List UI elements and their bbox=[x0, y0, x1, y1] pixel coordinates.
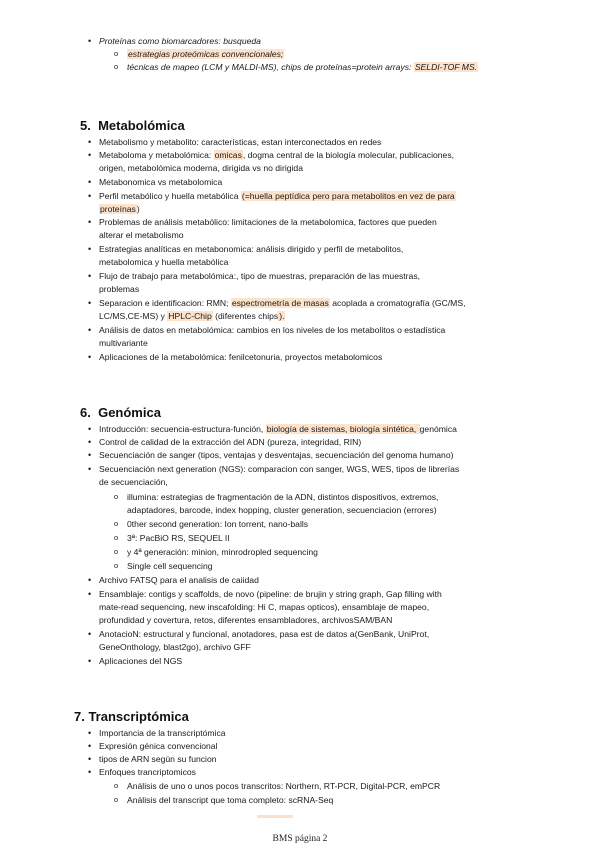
sub-bullet: o bbox=[114, 492, 119, 501]
bullet: • bbox=[88, 767, 92, 777]
list-item-continued: alterar el metabolismo bbox=[99, 230, 184, 240]
highlighted-text: ). bbox=[279, 311, 285, 321]
sub-list-item: Single cell sequencing bbox=[127, 561, 213, 571]
list-item: Perfil metabólico y huella metabólica (=huella peptídica pero para metabolitos en vez de para bbox=[99, 191, 455, 201]
highlighted-text: estrategias proteómicas convencionales; bbox=[128, 49, 284, 59]
list-item: Aplicaciones de la metabolómica: fenilcetonuria, proyectos metabolomicos bbox=[99, 352, 383, 362]
sub-bullet: o bbox=[114, 547, 119, 556]
sub-list-item: Análisis de uno o unos pocos transcritos: Northern, RT-PCR, Digital-PCR, emPCR bbox=[127, 781, 441, 791]
list-item-continued: profundidad y covertura, retos, diferentes ensambladores, archivosSAM/BAN bbox=[99, 615, 393, 625]
highlight-mark bbox=[257, 815, 293, 818]
list-item: Control de calidad de la extracción del ADN (pureza, integridad, RIN) bbox=[99, 437, 362, 447]
sub-list-item: Análisis del transcript que toma completo: scRNA-Seq bbox=[127, 795, 334, 805]
sub-bullet: o bbox=[114, 519, 119, 528]
list-item: Secuenciación next generation (NGS): comparacion con sanger, WGS, WES, tipos de librerías bbox=[99, 464, 460, 474]
bullet: • bbox=[88, 741, 92, 751]
list-item: Metabonomica vs metabolomica bbox=[99, 177, 223, 187]
list-item: Proteínas como biomarcadores: busqueda bbox=[99, 36, 261, 46]
list-item: Análisis de datos en metabolómica: cambios en los niveles de los metabolitos o estadística bbox=[99, 325, 446, 335]
highlighted-text: proteínas bbox=[100, 204, 136, 214]
bullet: • bbox=[88, 437, 92, 447]
bullet: • bbox=[88, 424, 92, 434]
list-item-continued: LC/MS,CE-MS) y HPLC-Chip (diferentes chips). bbox=[99, 311, 285, 321]
bullet: • bbox=[88, 191, 92, 201]
bullet: • bbox=[88, 217, 92, 227]
list-item: Problemas de análisis metabólico: limitaciones de la metabolomica, factores que pueden bbox=[99, 217, 437, 227]
list-item: AnotacioN: estructural y funcional, anotadores, pasa est de datos a(GenBank, UniProt, bbox=[99, 629, 430, 639]
bullet: • bbox=[88, 177, 92, 187]
list-item: Metabolismo y metabolito: características, estan interconectados en redes bbox=[99, 137, 382, 147]
list-item-continued: mate-read sequencing, new inscafolding: Hi C, mapas opticos), ensamblaje de mapeo, bbox=[99, 602, 430, 612]
sub-list-item: 3ª: PacBiO RS, SEQUEL II bbox=[127, 533, 230, 543]
sub-bullet: o bbox=[114, 533, 119, 542]
list-item: Flujo de trabajo para metabolómica:, tipo de muestras, preparación de las muestras, bbox=[99, 271, 420, 281]
highlighted-text: espectrometría de masas bbox=[231, 298, 329, 308]
section-heading-6: 6. Genómica bbox=[80, 405, 161, 420]
list-item: Introducción: secuencia-estructura-función, biología de sistemas, biología sintética, genómica bbox=[99, 424, 457, 434]
sub-list-item: illumina: estrategias de fragmentación de la ADN, distintos dispositivos, extremos, bbox=[127, 492, 439, 502]
highlighted-text: omicas bbox=[214, 150, 242, 160]
bullet: • bbox=[88, 754, 92, 764]
list-item: Secuenciación de sanger (tipos, ventajas y desventajas, secuenciación del genoma humano) bbox=[99, 450, 454, 460]
highlighted-text: (=huella peptídica pero para metabolitos en vez de para bbox=[241, 191, 455, 201]
list-item-continued: problemas bbox=[99, 284, 140, 294]
section-heading-7: 7. Transcriptómica bbox=[74, 709, 189, 724]
bullet: • bbox=[88, 589, 92, 599]
bullet: • bbox=[88, 728, 92, 738]
list-item: Importancia de la transcriptómica bbox=[99, 728, 226, 738]
bullet: • bbox=[88, 575, 92, 585]
list-item bbox=[127, 48, 284, 60]
bullet: • bbox=[88, 298, 92, 308]
sub-bullet: o bbox=[114, 795, 119, 804]
bullet: • bbox=[88, 244, 92, 254]
sub-list-item: y 4ª generación: minion, minrodropled sequencing bbox=[127, 547, 318, 557]
list-item-continued: multivariante bbox=[99, 338, 148, 348]
section-heading-5: 5. Metabolómica bbox=[80, 118, 185, 133]
list-item: Ensamblaje: contigs y scaffolds, de novo (pipeline: de brujin y string graph, Gap filling with bbox=[99, 589, 442, 599]
bullet: • bbox=[88, 137, 92, 147]
bullet: • bbox=[88, 464, 92, 474]
list-item bbox=[127, 61, 478, 73]
list-item-continued: de secuenciación, bbox=[99, 477, 168, 487]
sub-list-item-continued: adaptadores, barcode, index hopping, cluster generation, secuenciacion (errores) bbox=[127, 505, 437, 515]
list-item-continued: proteínas) bbox=[100, 204, 140, 214]
list-item: Expresión génica convencional bbox=[99, 741, 218, 751]
bullet: • bbox=[88, 629, 92, 639]
bullet: • bbox=[88, 325, 92, 335]
highlighted-text: biología de sistemas, biología sintética, bbox=[266, 424, 419, 434]
sub-bullet: o bbox=[114, 49, 119, 58]
list-item: Enfoques trancriptomicos bbox=[99, 767, 196, 777]
bullet: • bbox=[88, 150, 92, 160]
highlighted-text: HPLC-Chip bbox=[168, 311, 212, 321]
list-item-text: técnicas de mapeo (LCM y MALDI-MS), chips de proteínas=protein arrays: bbox=[127, 62, 414, 72]
sub-bullet: o bbox=[114, 781, 119, 790]
bullet: • bbox=[88, 352, 92, 362]
bullet: • bbox=[88, 271, 92, 281]
sub-list-item: 0ther second generation: Ion torrent, nano-balls bbox=[127, 519, 309, 529]
list-item: tipos de ARN según su funcion bbox=[99, 754, 217, 764]
highlighted-text: SELDI-TOF MS. bbox=[414, 62, 478, 72]
list-item: Estrategias analíticas en metabonomica: análisis dirigido y perfil de metabolitos, bbox=[99, 244, 404, 254]
list-item: Separacion e identificacion: RMN; espectrometría de masas acoplada a cromatografía (GC/MS, bbox=[99, 298, 466, 308]
list-item: Aplicaciones del NGS bbox=[99, 656, 183, 666]
list-item: Metaboloma y metabolómica: omicas, dogma central de la biología molecular, publicaciones, bbox=[99, 150, 455, 160]
list-item-continued: origen, metabolómica moderna, dirigida vs no dirigida bbox=[99, 163, 303, 173]
bullet: • bbox=[88, 450, 92, 460]
bullet: • bbox=[88, 36, 92, 46]
page-footer: BMS página 2 bbox=[272, 834, 328, 844]
sub-bullet: o bbox=[114, 62, 119, 71]
list-item: Archivo FATSQ para el analisis de caiidad bbox=[99, 575, 259, 585]
bullet: • bbox=[88, 656, 92, 666]
list-item-continued: GeneOnthology, blast2go), archivo GFF bbox=[99, 642, 251, 652]
list-item-continued: metabolomica y huella metabólica bbox=[99, 257, 229, 267]
sub-bullet: o bbox=[114, 561, 119, 570]
